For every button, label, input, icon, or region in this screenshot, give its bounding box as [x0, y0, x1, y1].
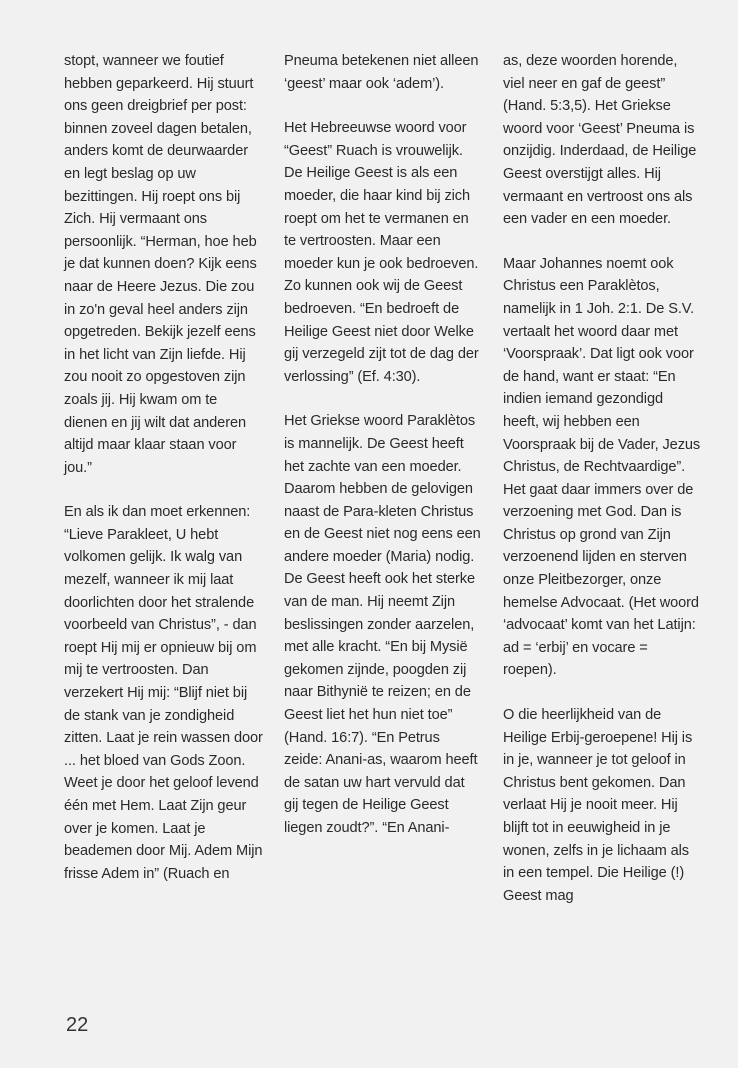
paragraph: O die heerlijkheid van de Heilige Erbij-geroepene! Hij is in je, wanneer je tot geloof in Christus bent gekomen. Dan verlaat Hij je nooit meer. Hij blijft tot in eeuwigheid in je wonen, zelfs in je lichaam als in een tempel. Die Heilige (!) Geest mag: [503, 707, 693, 904]
text-column-1: [64, 50, 264, 907]
text-column-3: [503, 50, 701, 929]
paragraph: stopt, wanneer we foutief hebben geparkeerd. Hij stuurt ons geen dreigbrief per post: binnen zoveel dagen betalen, anders komt de deurwaarder en legt beslag op uw bezittingen. Hij roept ons bij Zich. Hij vermaant ons persoonlijk. “Herman, hoe heb je dat kunnen doen? Kijk eens naar de Heere Jezus. Die zou in zo'n geval heel anders zijn opgetreden. Bekijk jezelf eens in het licht van Zijn liefde. Hij zou nooit zo opgestoven zijn zoals jij. Hij kwam om te dienen en jij wilt dat anderen altijd maar klaar staan voor jou.”: [64, 53, 257, 476]
paragraph: Het Hebreeuwse woord voor “Geest” Ruach is vrouwelijk. De Heilige Geest is als een moeder, die haar kind bij zich roept om het te vermanen en te vertroosten. Maar een moeder kun je ook bedroeven. Zo kunnen ook wij de Geest bedroeven. “En bedroeft de Heilige Geest niet door Welke gij verzegeld zijt tot de dag der verlossing” (Ef. 4:30).: [284, 120, 479, 385]
page-number: 22: [66, 1014, 89, 1036]
paragraph: Maar Johannes noemt ook Christus een Paraklètos, namelijk in 1 Joh. 2:1. De S.V. vertaalt het woord daar met ‘Voorspraak’. Dat ligt ook voor de hand, want er staat: “En indien iemand gezondigd heeft, wij hebben een Voorspraak bij de Vader, Jezus Christus, de Rechtvaardige”. Het gaat daar immers over de verzoening met God. Dan is Christus op grond van Zijn verzoenend lijden en sterven onze Pleitbezorger, onze hemelse Advocaat. (Het woord ‘advocaat’ komt van het Latijn: ad = ‘erbij’ en vocare = roepen).: [503, 255, 701, 679]
paragraph: Het Griekse woord Paraklètos is mannelijk. De Geest heeft het zachte van een moeder. Daarom hebben de gelovigen naast de Para-kleten Christus en de Geest niet nog eens een andere moeder (Maria) nodig. De Geest heeft ook het sterke van de man. Hij neemt Zijn beslissingen zonder aarzelen, met alle kracht. “En bij Mysië gekomen zijnde, poogden zij naar Bithynië te reizen; en de Geest liet het hun niet toe” (Hand. 16:7). “En Petrus zeide: Anani-as, waarom heeft de satan uw hart vervuld dat gij tegen de Heilige Geest liegen zoudt?”. “En Anani-: [284, 413, 481, 836]
paragraph: as, deze woorden horende, viel neer en gaf de geest” (Hand. 5:3,5). Het Griekse woord voor ‘Geest’ Pneuma is onzijdig. Inderdaad, de Heilige Geest overstijgt alles. Hij vermaant en vertroost ons als een vader en een moeder.: [503, 53, 697, 228]
paragraph: En als ik dan moet erkennen: “Lieve Parakleet, U hebt volkomen gelijk. Ik walg van mezelf, wanneer ik mij laat doorlichten door het stralende voorbeeld van Christus”, - dan roept Hij mij er opnieuw bij om mij te vertroosten. Dan verzekert Hij mij: “Blijf niet bij de stank van je zondigheid zitten. Laat je rein wassen door ... het bloed van Gods Zoon. Weet je door het geloof levend één met Hem. Laat Zijn geur over je komen. Laat je beademen door Mij. Adem Mijn frisse Adem in” (Ruach en: [64, 504, 263, 882]
paragraph: Pneuma betekenen niet alleen ‘geest’ maar ook ‘adem’).: [284, 53, 479, 92]
text-column-2: [284, 50, 482, 862]
